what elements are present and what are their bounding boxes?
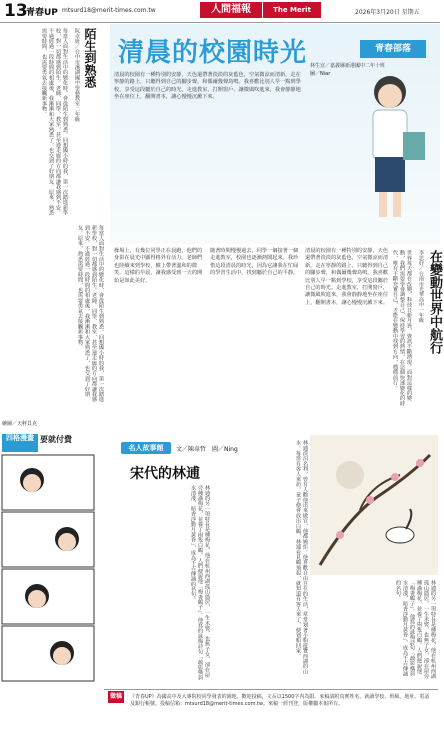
comic-strip xyxy=(2,455,94,683)
footer-tag: 徵稿 xyxy=(108,691,124,703)
newspaper-logo: 人間福報 xyxy=(200,2,262,18)
left-essay-title: 陌生到熟悉 xyxy=(83,28,97,88)
story-badge: 名人故事館 xyxy=(121,442,171,454)
comic-label: 要就付費 xyxy=(40,435,72,444)
banner-title: 清晨的校園時光 xyxy=(118,38,308,68)
left-essay-author: 阮卓妍／台中市溪湖國中學藝教室二年級 xyxy=(74,28,80,122)
comic-artist: 繪圖／天秤貝克 xyxy=(2,421,38,427)
story-body-final: 林逋的另一項特長是種梅花，他在杭州西湖孤山隱居，一生未娶，也無子女，卻在屋旁種滿梅花，並養了兩隻白鶴。人們便說他「梅妻鶴子」。他寫的詠梅詩句「疏影橫斜水清淺，暗香浮動月黃昏」，成為千古傳誦的名句。 xyxy=(395,580,436,679)
page-number: 13 xyxy=(4,1,28,21)
submission-footer xyxy=(104,689,438,732)
story-body: 林逋的另一項特長是種梅花，他在杭州西湖孤山隱居，一生未娶，也無子女，卻在屋旁種滿梅花，並養了兩隻白鶴。人們便說他「梅妻鶴子」。他寫的詠梅詩句「疏影橫斜水清淺，暗香浮動月黃昏」，成為千古傳誦的名句。 xyxy=(190,485,210,680)
page-header xyxy=(0,0,440,23)
section-email: mtsurd18@merit-times.com.tw xyxy=(62,7,156,14)
student-illustration xyxy=(345,62,435,222)
right-essay-title: 在變動世界中航行 xyxy=(427,250,442,354)
main-essay-col4: 清晨的校園有一種特別的安靜，天色還帶著淡淡的灰藍色，空氣微涼而清新。走在寧靜的路上，只聽得到自己的腳步聲，和偶爾幾聲鳥鳴。我喜歡比別人早一點到學校，享受這段屬於自己的時光。走進教室，打開窗戶，讓微風吹進來，我會靜靜地坐在座位上，翻開書本，讓心慢慢沉澱下來。 xyxy=(305,248,389,306)
main-essay-col1: 清晨的校園有一種特別的安靜，天色還帶著淡淡的灰藍色，空氣微涼而清新。走在寧靜的路上，只聽得到自己的腳步聲，和偶爾幾聲鳥鳴。我喜歡比別人早一點到學校，享受這段屬於自己的時光。走進教室，打開窗戶，讓微風吹進來，我會靜靜地坐在座位上，翻開書本，讓心慢慢沉澱下來。 xyxy=(114,72,301,101)
section-name: 青春UP xyxy=(26,8,58,18)
story-title: 宋代的林逋 xyxy=(130,466,200,482)
footer-text: 《青春UP》為國高中及大專院校同學發表的園地，歡迎投稿，文長以1500字內為限。來稿請附真實姓名、就讀學校、班級、地址、電話及銀行帳號。投稿信箱：mtsurd18@merit-times.com.tw。來稿一經刊登，版權屬本報所有。 xyxy=(130,694,430,707)
comic-title: 四格漫畫 xyxy=(2,434,38,452)
right-essay-author: 李思妤／台南市光華高中一年級 xyxy=(418,250,424,323)
main-essay-col2: 操場上，有幾位同學正在晨跑，他們的身影在晨光中顯得格外有活力。老師們也陸續來到學校，臉上帶著溫和的微笑。這樣的早晨，讓我感受到一天的開始是如此美好。 xyxy=(114,248,203,284)
left-essay-body: 每當人面對生活中的變化時，會從陌生到熟悉。回想國小時的我，第一次踏進新學校，對一切都感到陌生。老師、同學、教室，甚至連走廊的方向都讓我感到不安。不過經過一段時間的相處後，我漸漸和大家熟悉了，也交到了好朋友。原來，熟悉需要時間，也需要勇氣去接觸新事物。 xyxy=(41,28,68,216)
main-essay-col3: 隨著時間慢慢過去，同學一個接著一個走進教室，校園也逐漸熱鬧起來。我珍惜這段清晨的時光，因為它讓我在忙碌的學習生活中，找到屬於自己的平靜。 xyxy=(210,248,299,277)
banner-tag: 青春部落 xyxy=(360,40,426,58)
plum-blossom-painting xyxy=(310,435,438,575)
banner-illustrator: 圖／Niar xyxy=(310,71,331,77)
newspaper-logo-english: The Merit xyxy=(263,2,321,18)
left-essay-body-continued: 每當人面對生活中的變化時，會從陌生到熟悉。回想國小時的我，第一次踏進新學校，對一切都感到陌生。老師、同學、教室，甚至連走廊的方向都讓我感到不安。不過經過一段時間的相處後，我漸漸和大家熟悉了，也交到了好朋友。原來，熟悉需要時間，也需要勇氣去接觸新事物。 xyxy=(77,225,104,402)
right-essay-body: 世界每天都在改變，科技日新月異，資訊不斷湧現。面對這樣的變動，我們需要學會調整自己，保持學習的熱情。在這個快速變化的時代，唯有不斷充實自己，才能在變動中找到方向，穩穩前行。 xyxy=(392,250,412,406)
story-writer: 文／陳韋哲 圖／Ning xyxy=(176,446,238,453)
issue-date: 2026年3月20日 星期五 xyxy=(355,9,420,16)
banner-author: 林生宜／嘉義縣新港國中二年十班 xyxy=(310,63,386,69)
story-body-continued: 林逋淡泊名利，曾有人勸他出來做官，他都婉拒。他喜歡自由自在的生活，常常划著小船遊覽西湖的山水。每當有客人來訪，童子便會放出白鶴，林逋看見鶴飛起，就知道有客人來了，便划船回家。 xyxy=(295,440,308,674)
